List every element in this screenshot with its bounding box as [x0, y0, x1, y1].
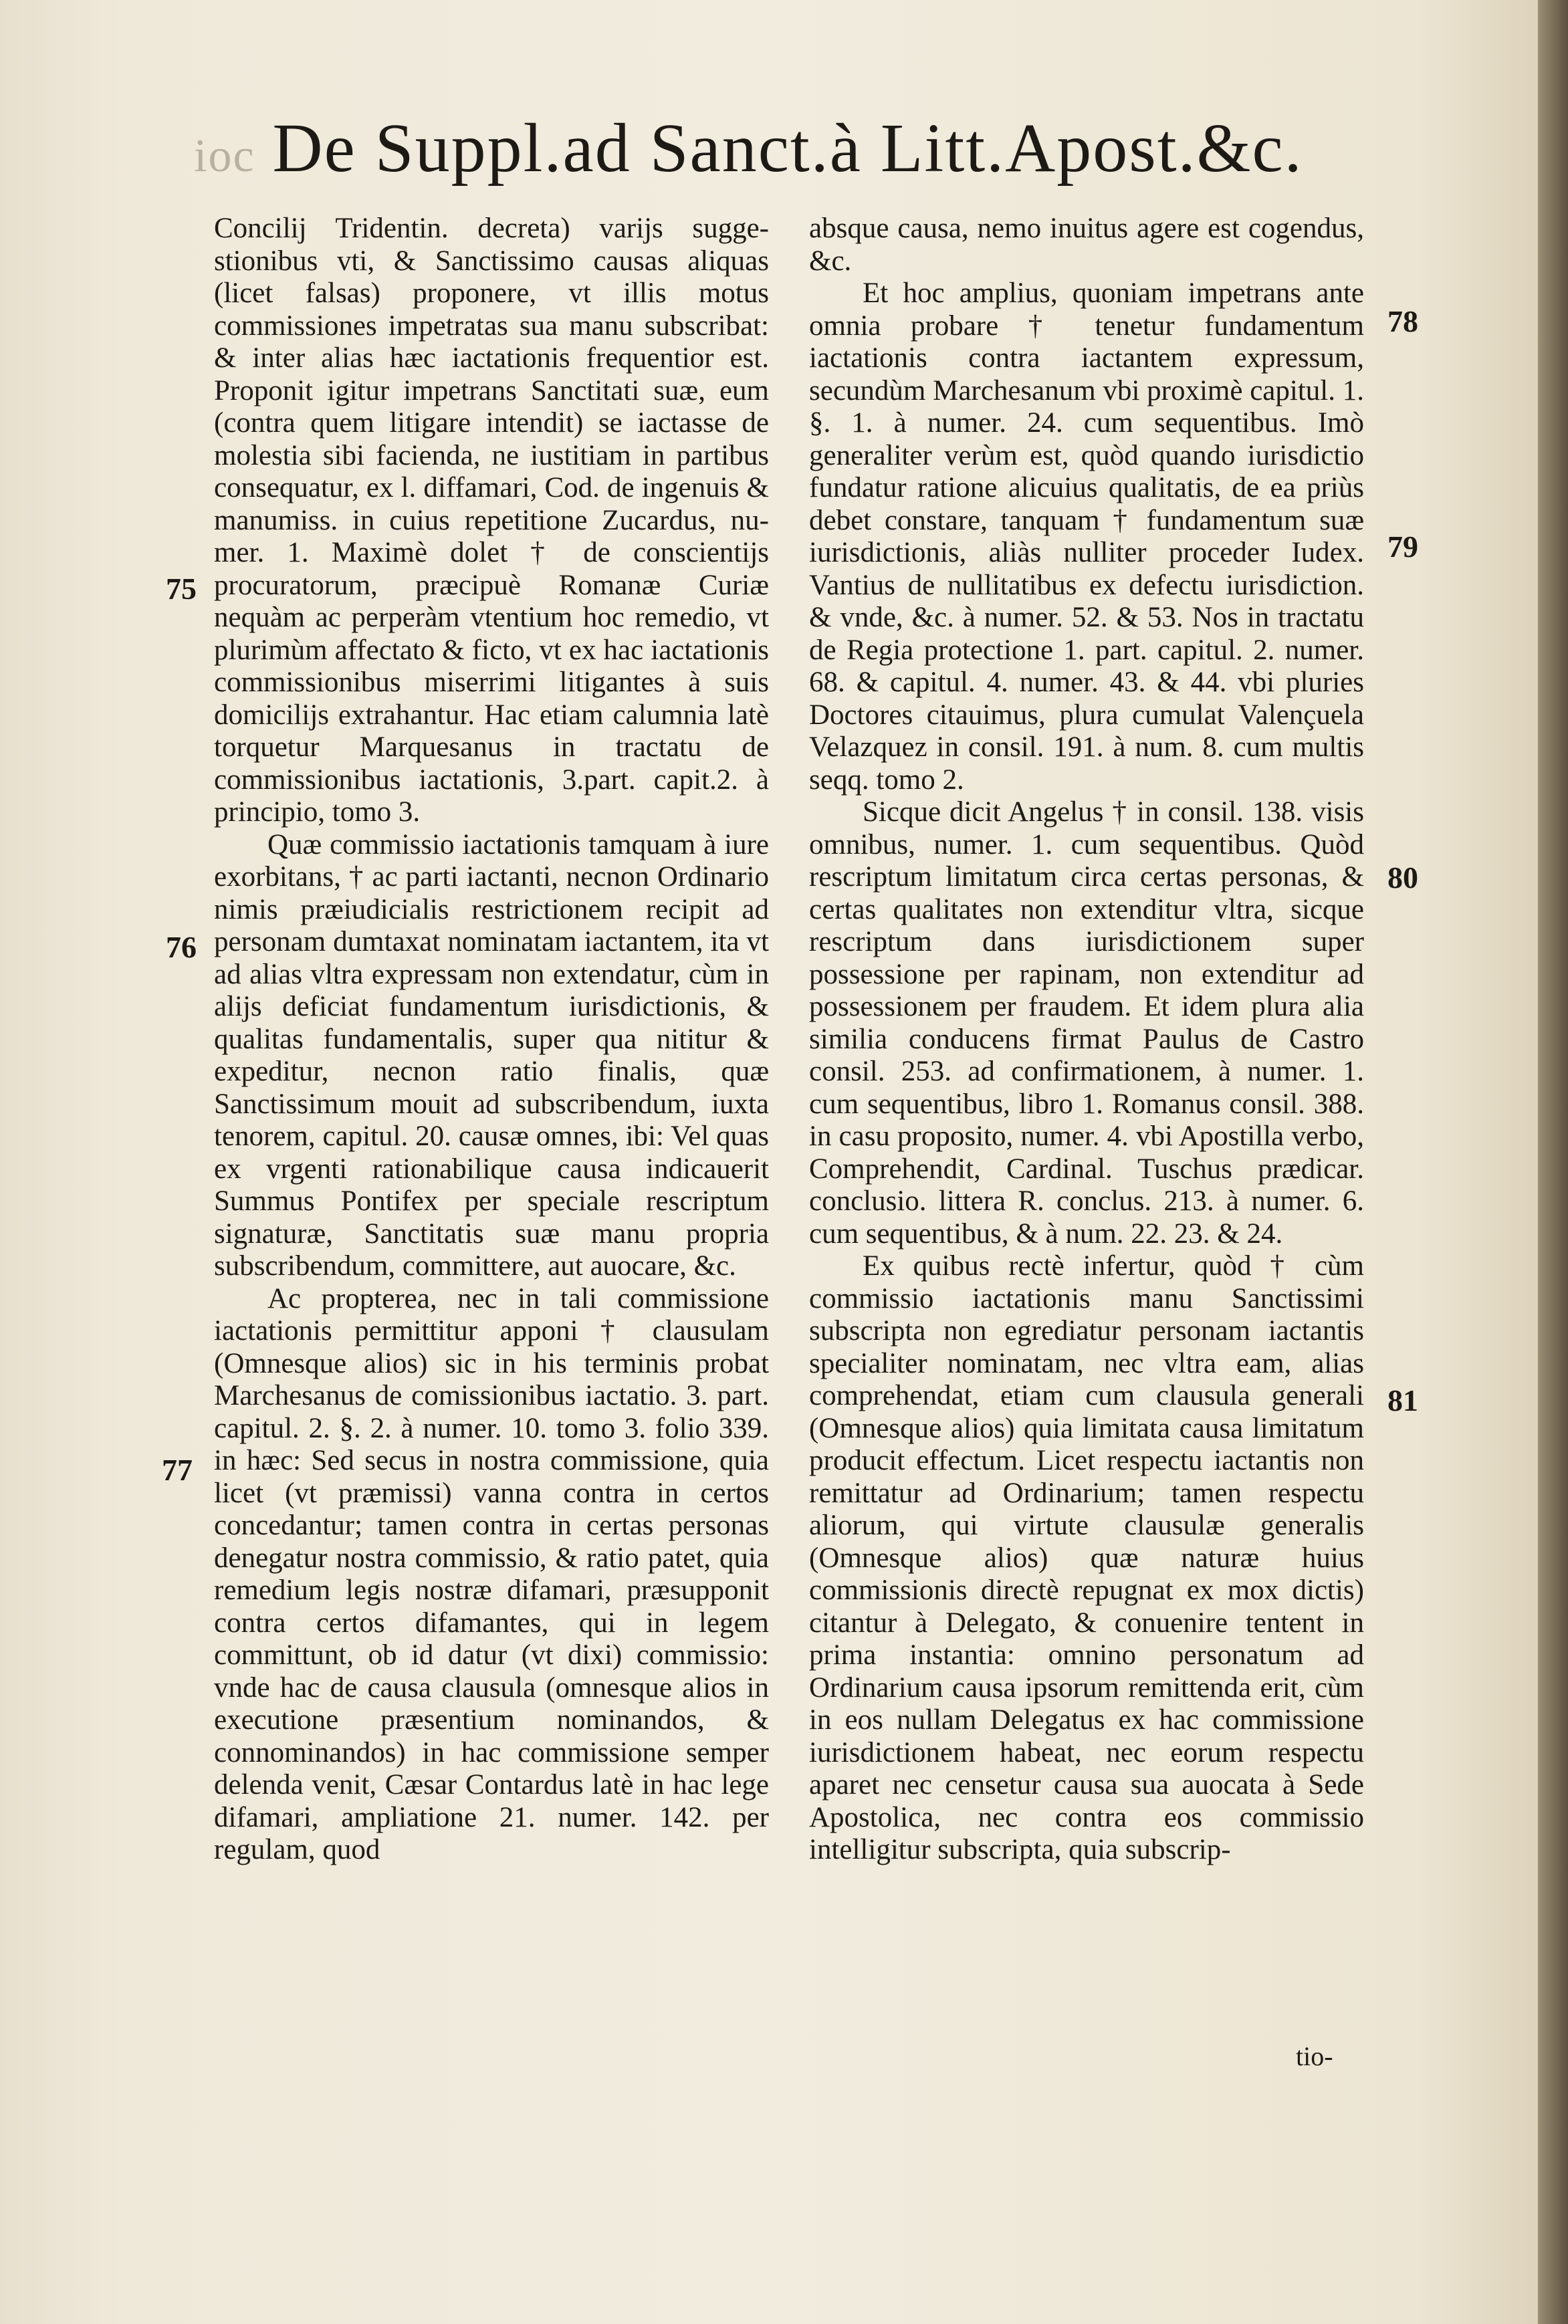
running-head	[194, 110, 1331, 187]
left-paragraph-1: Concilij Tridentin. decreta) varijs suggestionibus vti, & Sanctissimo causas aliquas (licet falsas) proponere, vt illis motus commissiones impetratas sua manu subscribat: & inter alias hæc iactationis frequentior est. Proponit igitur impetrans Sanctitati suæ, eum (contra quem litigare intendit) se iactasse de molestia sibi facienda, ne iustitiam in partibus consequatur, ex l. diffamari, Cod. de ingenuis & manumiss. in cuius repetitione Zucardus, numer. 1. Maximè dolet † de conscientijs procuratorum, præcipuè Romanæ Curiæ nequàm ac perperàm vtentium hoc remedio, vt plurimùm affectato & ficto, vt ex hac iactationis commissionibus miserrimi litigantes à suis domicilijs extrahantur. Hac etiam calumnia latè torquetur Marquesanus in tractatu de commissionibus iactationis, 3.part. capit.2. à principio, tomo 3.	[214, 213, 769, 828]
left-paragraph-2: Quæ commissio iactationis tamquam à iure exorbitans, † ac parti iactanti, necnon Ordinario nimis præiudicialis restrictionem recipit ad personam dumtaxat nominatam iactantem, ita vt ad alias vltra expressam non extendatur, cùm in alijs deficiat fundamentum iurisdictionis, & qualitas fundamentalis, super qua nititur & expeditur, necnon ratio finalis, quæ Sanctissimum mouit ad subscribendum, iuxta tenorem, capitul. 20. causæ omnes, ibi: Vel quas ex vrgenti rationabilique causa indicauerit Summus Pontifex per speciale rescriptum signaturæ, Sanctitatis suæ manu propria subscribendum, committere, aut auocare, &c.	[214, 828, 769, 1282]
right-column	[809, 213, 1364, 1867]
margin-number-80: 80	[1387, 860, 1418, 895]
margin-number-76: 76	[166, 930, 197, 964]
right-paragraph-1: absque causa, nemo inuitus agere est cogendus, &c.	[809, 213, 1364, 277]
right-paragraph-2: Et hoc amplius, quoniam impetrans ante omnia probare † tenetur fundamentum iactationis contra iactantem expressum, secundùm Marchesanum vbi proximè capitul. 1. §. 1. à numer. 24. cum sequentibus. Imò generaliter verùm est, quòd quando iurisdictio fundatur ratione alicuius qualitatis, de ea priùs debet constare, tanquam † fundamentum suæ iurisdictionis, aliàs nulliter proceder Iudex. Vantius de nullitatibus ex defectu iurisdiction. & vnde, &c. à numer. 52. & 53. Nos in tractatu de Regia protectione 1. part. capitul. 2. numer. 68. & capitul. 4. numer. 43. & 44. vbi pluries Doctores citauimus, plura cumulat Valençuela Velazquez in consil. 191. à num. 8. cum multis seqq. tomo 2.	[809, 277, 1364, 796]
left-paragraph-3: Ac propterea, nec in tali commissione iactationis permittitur apponi † clausulam (Omnesque alios) sic in his terminis probat Marchesanus de comissionibus iactatio. 3. part. capitul. 2. §. 2. à numer. 10. tomo 3. folio 339. in hæc: Sed secus in nostra commissione, quia licet (vt præmissi) vanna contra in certos concedantur; tamen contra in certas personas denegatur nostra commissio, & ratio patet, quia remedium legis nostræ difamari, præsupponit contra certos difamantes, qui in legem committunt, ob id datur (vt dixi) commissio: vnde hac de causa clausula (omnesque alios in executione præsentium nominandos, & connominandos) in hac commissione semper delenda venit, Cæsar Contardus latè in hac lege difamari, ampliatione 21. numer. 142. per regulam, quod	[214, 1282, 769, 1865]
bleed-through-page-number: ioc	[194, 130, 255, 182]
margin-number-81: 81	[1387, 1383, 1418, 1417]
margin-number-75: 75	[166, 572, 197, 606]
page-title: De Suppl.ad Sanct.à Litt.Apost.&c.	[272, 110, 1303, 187]
margin-number-77: 77	[162, 1453, 193, 1487]
book-spine-shadow	[1538, 0, 1568, 2324]
left-column	[214, 213, 769, 1867]
right-paragraph-3: Sicque dicit Angelus † in consil. 138. visis omnibus, numer. 1. cum sequentibus. Quòd rescriptum limitatum circa certas personas, & certas qualitates non extenditur vltra, sicque rescriptum dans iurisdictionem super possessione per rapinam, non extenditur ad possessionem per fraudem. Et idem plura alia similia conducens firmat Paulus de Castro consil. 253. ad confirmationem, à numer. 1. cum sequentibus, libro 1. Romanus consil. 388. in casu proposito, numer. 4. vbi Apostilla verbo, Comprehendit, Cardinal. Tuschus prædicar. conclusio. littera R. conclus. 213. à numer. 6. cum sequentibus, & à num. 22. 23. & 24.	[809, 796, 1364, 1250]
catchword: tio-	[1296, 2041, 1333, 2071]
right-paragraph-4: Ex quibus rectè infertur, quòd † cùm commissio iactationis manu Sanctissimi subscripta non egrediatur personam iactantis specialiter nominatam, nec vltra eam, alias comprehendat, etiam cum clausula generali (Omnesque alios) quia limitata causa limitatum producit effectum. Licet respectu iactantis non remittatur ad Ordinarium; tamen respectu aliorum, qui virtute clausulæ generalis (Omnesque alios) quæ naturæ huius commissionis directè repugnat ex mox dictis) citantur à Delegato, & conuenire tentent in prima instantia: omnino personatum ad Ordinarium causa ipsorum remittenda erit, cùm in eos nullam Delegatus ex hac commissione iurisdictionem habeat, nec eorum respectu aparet nec censetur causa sua auocata à Sede Apostolica, nec contra eos commissio intelligitur subscripta, quia subscrip-	[809, 1250, 1364, 1865]
margin-number-79: 79	[1387, 530, 1418, 564]
margin-number-78: 78	[1387, 304, 1418, 338]
